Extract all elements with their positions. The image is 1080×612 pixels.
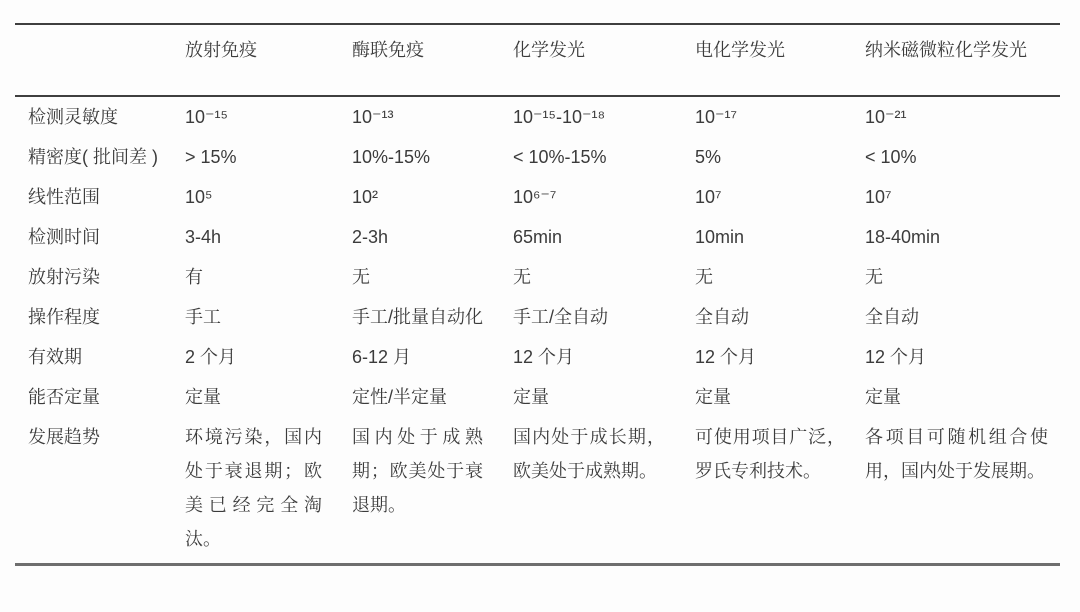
- table-cell: 10⁶⁻⁷: [513, 187, 557, 207]
- table-cell: 无: [865, 267, 883, 287]
- table-cell: 各项目可随机组合使用，国内处于发展期。: [865, 427, 1048, 481]
- table-cell: 手工/批量自动化: [352, 307, 484, 327]
- table-cell: 定量: [513, 387, 549, 407]
- table-cell: 10min: [695, 227, 745, 247]
- table-cell: 10⁻¹⁷: [695, 107, 738, 127]
- column-header-electrochemiluminescence: 电化学发光: [695, 24, 865, 96]
- table-cell: 手工: [185, 307, 221, 327]
- table-cell: 10%-15%: [352, 147, 431, 167]
- table-cell: 手工/全自动: [513, 307, 609, 327]
- column-header-blank: [15, 24, 185, 96]
- table-cell: 6-12 月: [352, 347, 412, 367]
- table-cell: 18-40min: [865, 227, 941, 247]
- column-header-nano-magnetic-chemiluminescence: 纳米磁微粒化学发光: [865, 24, 1060, 96]
- row-label: 检测灵敏度: [28, 107, 118, 127]
- table-cell: 2 个月: [185, 347, 237, 367]
- row-label: 有效期: [28, 347, 82, 367]
- table-cell: 10⁷: [695, 187, 722, 207]
- table-row-detection-time: [15, 217, 1060, 257]
- row-label: 操作程度: [28, 307, 100, 327]
- table-row-development-trend: [15, 417, 1060, 565]
- table-cell: 2-3h: [352, 227, 389, 247]
- table-cell: 全自动: [865, 307, 919, 327]
- row-label: 能否定量: [28, 387, 100, 407]
- table-row-radioactive-contamination: [15, 257, 1060, 297]
- column-header-elisa: 酶联免疫: [352, 24, 513, 96]
- table-cell: 无: [513, 267, 531, 287]
- table-cell: 5%: [695, 147, 722, 167]
- header-row: [15, 24, 1060, 96]
- table-cell: 10⁻¹³: [352, 107, 394, 127]
- table-cell: 10⁷: [865, 187, 892, 207]
- table-cell: 定性/半定量: [352, 387, 448, 407]
- table-cell: 全自动: [695, 307, 749, 327]
- table-cell: 无: [352, 267, 370, 287]
- table-cell: 国内处于成长期，欧美处于成熟期。: [513, 427, 665, 481]
- table-cell: 10⁵: [185, 187, 213, 207]
- table-cell: 3-4h: [185, 227, 222, 247]
- table-cell: 10⁻²¹: [865, 107, 907, 127]
- table-cell: 定量: [695, 387, 731, 407]
- row-label: 精密度( 批间差 ): [28, 147, 158, 167]
- table-cell: 定量: [865, 387, 901, 407]
- table-row-linear-range: [15, 177, 1060, 217]
- table-cell: 12 个月: [865, 347, 927, 367]
- row-label: 发展趋势: [28, 427, 100, 447]
- table-cell: 65min: [513, 227, 563, 247]
- table-cell: 可使用项目广泛，罗氏专利技术。: [695, 427, 845, 481]
- table-cell: 12 个月: [513, 347, 575, 367]
- table-row-validity-period: [15, 337, 1060, 377]
- table-row-precision: [15, 137, 1060, 177]
- table-cell: 国内处于成熟期；欧美处于衰退期。: [352, 427, 483, 515]
- table-cell: 无: [695, 267, 713, 287]
- table-cell: < 10%-15%: [513, 147, 607, 167]
- row-label: 检测时间: [28, 227, 100, 247]
- table-row-sensitivity: [15, 96, 1060, 137]
- row-label: 线性范围: [28, 187, 100, 207]
- table-cell: 10⁻¹⁵: [185, 107, 228, 127]
- table-cell: 有: [185, 267, 203, 287]
- table-cell: 10⁻¹⁵-10⁻¹⁸: [513, 107, 606, 127]
- column-header-chemiluminescence: 化学发光: [513, 24, 695, 96]
- table-cell: 环境污染，国内处于衰退期；欧美已经完全淘汰。: [185, 427, 322, 549]
- row-label: 放射污染: [28, 267, 100, 287]
- table-cell: 12 个月: [695, 347, 757, 367]
- table-row-quantification: [15, 377, 1060, 417]
- table-cell: > 15%: [185, 147, 237, 167]
- table-cell: < 10%: [865, 147, 917, 167]
- column-header-radioimmunoassay: 放射免疫: [185, 24, 352, 96]
- table-row-operation-level: [15, 297, 1060, 337]
- immunoassay-comparison-table: [15, 23, 1060, 566]
- table-cell: 定量: [185, 387, 221, 407]
- table-cell: 10²: [352, 187, 379, 207]
